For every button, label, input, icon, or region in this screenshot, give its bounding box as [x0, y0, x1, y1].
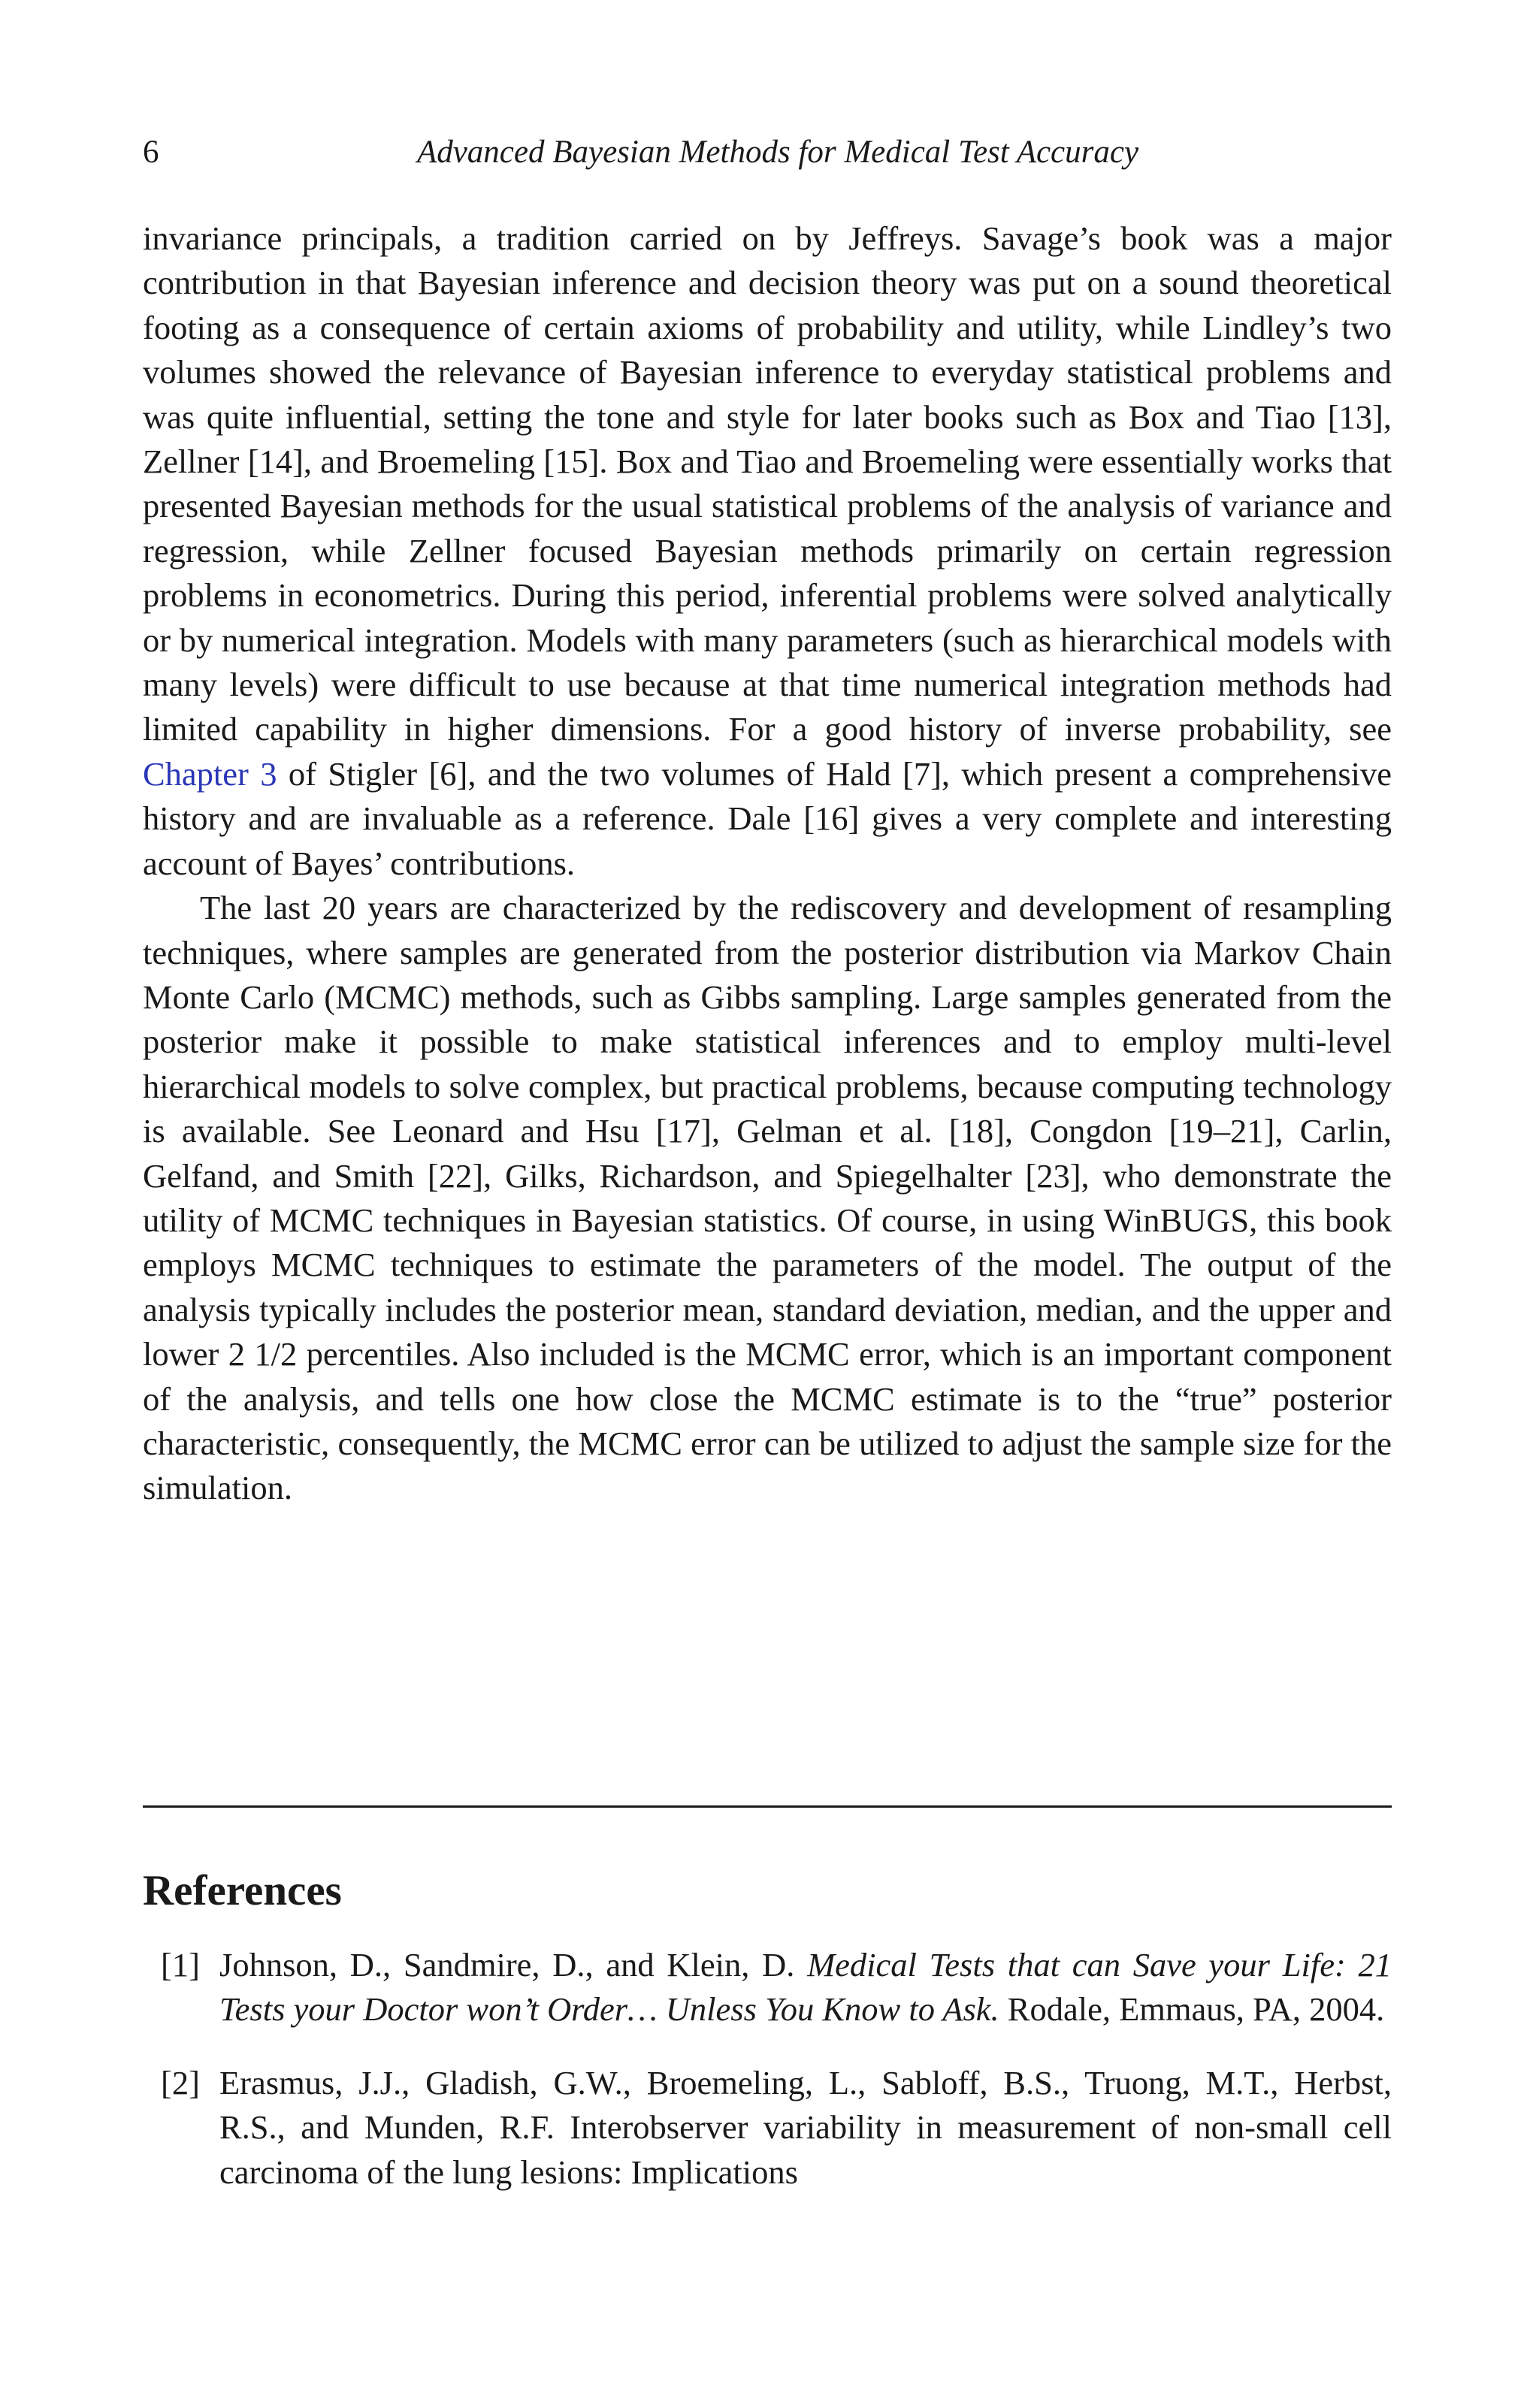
chapter-3-link[interactable]: Chapter 3 — [143, 754, 277, 793]
reference-item-2 — [143, 2061, 1392, 2195]
page — [143, 0, 1392, 2408]
reference-item-1 — [143, 1943, 1392, 2032]
running-title: Advanced Bayesian Methods for Medical Test Accuracy — [416, 134, 1139, 170]
reference-publisher: Rodale, Emmaus, PA, 2004. — [999, 1990, 1385, 2029]
references-list — [143, 1943, 1392, 2223]
reference-number: [2] — [161, 2063, 200, 2101]
section-divider — [143, 1805, 1392, 1808]
paragraph-2: The last 20 years are characterized by the rediscovery and development of resampling techniques, where samples are generated from the posterior distribution via Markov Chain Monte Carlo (MCMC) methods, such as Gibbs sampling. Large samples generated from the posterior make it possible to make statistical inferences and to employ multi-level hierarchical models to solve complex, but practical problems, because computing technology is available. See Leonard and Hsu [17], Gelman et al. [18], Congdon [19–21], Carlin, Gelfand, and Smith [22], Gilks, Richardson, and Spiegelhalter [23], who demonstrate the utility of MCMC techniques in Bayesian statistics. Of course, in using WinBUGS, this book employs MCMC techniques to estimate the parameters of the model. The output of the analysis typically includes the posterior mean, standard deviation, median, and the upper and lower 2 1/2 percentiles. Also included is the MCMC error, which is an important component of the analysis, and tells one how close the MCMC estimate is to the “true” posterior characteristic, consequently, the MCMC error can be utilized to adjust the sample size for the simulation. — [143, 889, 1392, 1507]
paragraph-1-text-a: invariance principals, a tradition carried on by Jeffreys. Savage’s book was a major contribution in that Bayesian inference and decision theory was put on a sound theoretical footing as a consequence of certain axioms of probability and utility, while Lindley’s two volumes showed the relevance of Bayesian inference to everyday statistical problems and was quite influential, setting the tone and style for later books such as Box and Tiao [13], Zellner [14], and Broemeling [15]. Box and Tiao and Broemeling were essentially works that presented Bayesian methods for the usual statistical problems of the analysis of variance and regression, while Zellner focused Bayesian methods primarily on certain regression problems in econometrics. During this period, inferential problems were solved analytically or by numerical integration. Models with many parameters (such as hierarchical models with many levels) were difficult to use because at that time numerical integration methods had limited capability in higher dimensions. For a good history of inverse probability, see — [143, 219, 1392, 748]
paragraph-1 — [143, 216, 1392, 886]
reference-number: [1] — [161, 1946, 200, 1984]
references-heading: References — [143, 1867, 342, 1914]
page-number: 6 — [143, 134, 159, 170]
reference-authors: Erasmus, J.J., Gladish, G.W., Broemeling, L., Sabloff, B.S., Truong, M.T., Herbst, R.S., and Munden, R.F. Interobserver variability in measurement of non-small cell carcinoma of the lung lesions: Implications — [219, 2063, 1392, 2191]
paragraph-1-text-b: of Stigler [6], and the two volumes of Hald [7], which present a comprehensive history and are invaluable as a reference. Dale [16] gives a very complete and interesting account of Bayes’ contributions. — [143, 754, 1392, 882]
running-header — [143, 134, 1392, 179]
reference-authors: Johnson, D., Sandmire, D., and Klein, D. — [219, 1946, 808, 1984]
reference-title: Medical Tests that can Save your Life: 21 Tests your Doctor won’t Order… Unless You Know to Ask. — [219, 1946, 1392, 2029]
body-text — [143, 216, 1392, 1511]
